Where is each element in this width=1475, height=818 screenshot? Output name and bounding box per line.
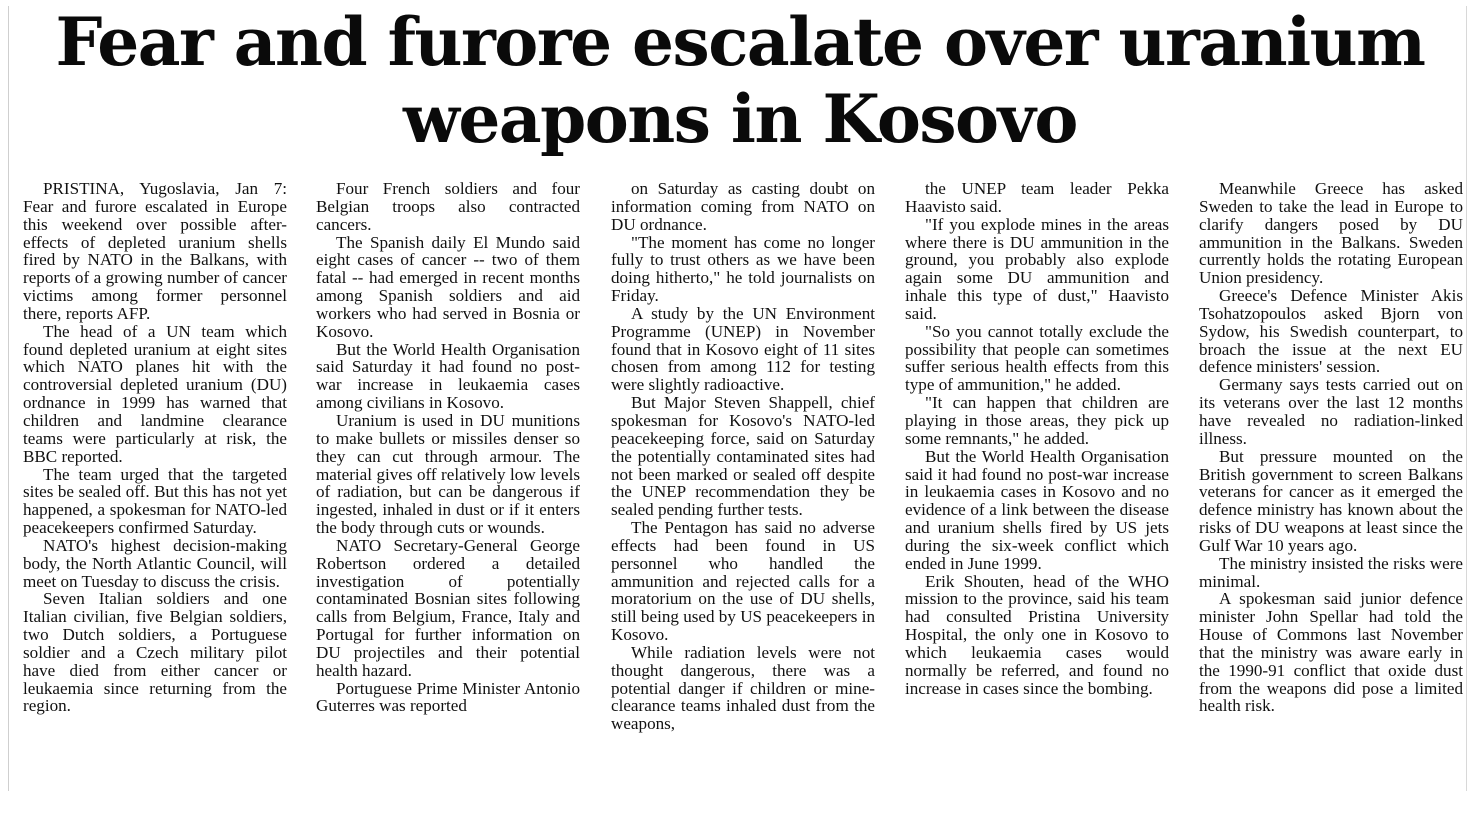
paragraph: Greece's Defence Minister Akis Tsohatzopoulos asked Bjorn von Sydow, his Swedish counterpart, to broach the issue at the next EU defence ministers' session.: [1199, 286, 1463, 377]
paragraph: Meanwhile Greece has asked Sweden to take the lead in Europe to clarify dangers posed by DU ammunition in the Balkans. Sweden currently holds the rotating European Union presidency.: [1199, 180, 1463, 288]
clipping-right-edge: [1466, 6, 1467, 791]
paragraph: "It can happen that children are playing in those areas, they pick up some remnants," he added.: [905, 393, 1169, 448]
paragraph: PRISTINA, Yugoslavia, Jan 7: Fear and furore escalated in Europe this weekend over possible after-effects of depleted uranium shells fired by NATO in the Balkans, with reports of a growing number of cancer victims among former personnel there, reports AFP.: [23, 180, 287, 323]
paragraph: But the World Health Organisation said it had found no post-war increase in leukaemia cases in Kosovo and no evidence of a link between the disease and uranium shells fired by US jets during the six-week conflict which ended in June 1999.: [905, 446, 1169, 573]
article-column-5: [1199, 180, 1463, 792]
paragraph: on Saturday as casting doubt on information coming from NATO on DU ordnance.: [611, 180, 875, 234]
article-column-2: [316, 180, 580, 792]
paragraph: The ministry insisted the risks were minimal.: [1199, 553, 1463, 591]
paragraph: A spokesman said junior defence minister John Spellar had told the House of Commons last November that the ministry was aware early in the 1990-91 conflict that oxide dust from the weapons did pose a limited health risk.: [1199, 589, 1463, 716]
paragraph: Seven Italian soldiers and one Italian civilian, five Belgian soldiers, two Dutch soldiers, a Portuguese soldier and a Czech military pilot have died from either cancer or leukaemia since returning from the region.: [23, 589, 287, 716]
paragraph: the UNEP team leader Pekka Haavisto said.: [905, 180, 1169, 216]
paragraph: A study by the UN Environment Programme (UNEP) in November found that in Kosovo eight of 11 sites chosen from among 112 for testing were slightly radioactive.: [611, 303, 875, 395]
paragraph: The Spanish daily El Mundo said eight cases of cancer -- two of them fatal -- had emerged in recent months among Spanish soldiers and aid workers who had served in Bosnia or Kosovo.: [316, 232, 580, 341]
paragraph: Erik Shouten, head of the WHO mission to the province, said his team had consulted Pristina University Hospital, the only one in Kosovo to which leukaemia cases would normally be referred, and found no increase in cases since the bombing.: [905, 571, 1169, 698]
paragraph: But Major Steven Shappell, chief spokesman for Kosovo's NATO-led peacekeeping force, said on Saturday the potentially contaminated sites had not been marked or sealed off despite the UNEP recommendation they be sealed pending further tests.: [611, 393, 875, 520]
paragraph: Portuguese Prime Minister Antonio Guterres was reported: [316, 678, 580, 716]
paragraph: But the World Health Organisation said Saturday it had found no post-war increase in leukaemia cases among civilians in Kosovo.: [316, 339, 580, 413]
article-column-4: [905, 180, 1169, 792]
paragraph: NATO Secretary-General George Robertson ordered a detailed investigation of potentially contaminated Bosnian sites following calls from Belgium, France, Italy and Portugal for further information on DU projectiles and their potential health hazard.: [316, 535, 580, 680]
article-column-3: [611, 180, 875, 792]
paragraph: While radiation levels were not thought dangerous, there was a potential danger if children or mine-clearance teams inhaled dust from the weapons,: [611, 642, 875, 734]
paragraph: The Pentagon has said no adverse effects had been found in US personnel who handled the ammunition and rejected calls for a moratorium on the use of DU shells, still being used by US peacekeepers in Kosovo.: [611, 518, 875, 645]
headline: Fear and furore escalate over uranium weapons in Kosovo: [55, 3, 1425, 158]
paragraph: Uranium is used in DU munitions to make bullets or missiles denser so they can cut through armour. The material gives off relatively low levels of radiation, but can be dangerous if ingested, inhaled in dust or if it enters the body through cuts or wounds.: [316, 410, 580, 538]
paragraph: "So you cannot totally exclude the possibility that people can sometimes suffer serious health effects from this type of ammunition," he added.: [905, 321, 1169, 395]
paragraph: "The moment has come no longer fully to trust others as we have been doing hitherto," he told journalists on Friday.: [611, 232, 875, 306]
paragraph: The head of a UN team which found depleted uranium at eight sites which NATO planes hit with the controversial depleted uranium (DU) ordnance in 1999 has warned that children and landmine clearance teams were particularly at risk, the BBC reported.: [23, 321, 287, 466]
article-column-1: [23, 180, 287, 792]
paragraph: But pressure mounted on the British government to screen Balkans veterans for cancer as it emerged the defence ministry has known about the risks of DU weapons at least since the Gulf War 10 years ago.: [1199, 446, 1463, 555]
paragraph: The team urged that the targeted sites be sealed off. But this has not yet happened, a spokesman for NATO-led peacekeepers confirmed Saturday.: [23, 464, 287, 538]
paragraph: NATO's highest decision-making body, the North Atlantic Council, will meet on Tuesday to discuss the crisis.: [23, 535, 287, 591]
paragraph: Four French soldiers and four Belgian troops also contracted cancers.: [316, 180, 580, 234]
paragraph: "If you explode mines in the areas where there is DU ammunition in the ground, you probably also explode again some DU ammunition and inhale this type of dust," Haavisto said.: [905, 214, 1169, 323]
paragraph: Germany says tests carried out on its veterans over the last 12 months have revealed no radiation-linked illness.: [1199, 375, 1463, 448]
clipping-left-edge: [8, 6, 9, 791]
